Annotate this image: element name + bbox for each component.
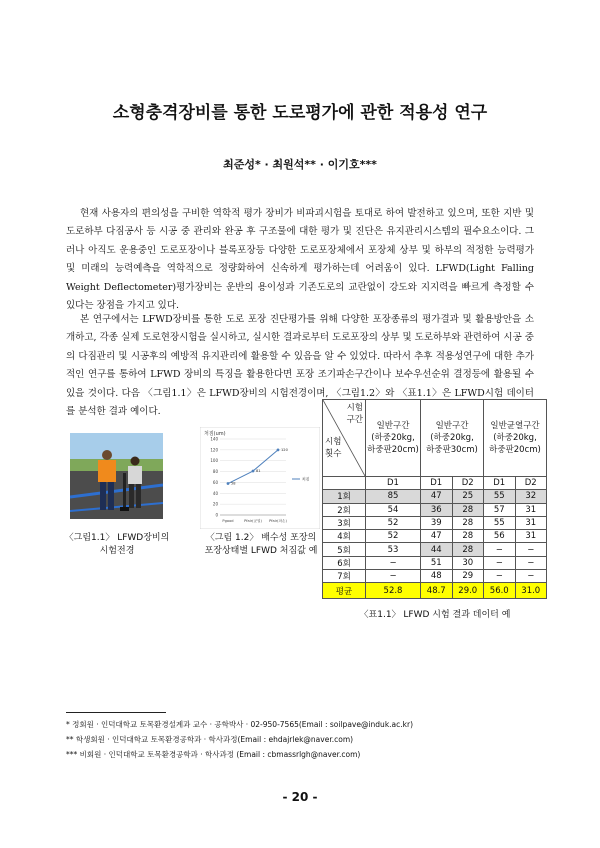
table-cell: 평균 — [323, 583, 366, 599]
body-paragraph: 본 연구에서는 LFWD장비를 통한 도로 포장 진단평가를 위해 다양한 포장종류의 평가결과 및 활용방안을 소개하고, 각종 실제 도로현장시험을 실시하고, 실시한 결과로부터 도로포장의 상부 및 도로하부와 관련하여 시공 중의 다짐관리 및 시공후의 예방적 유지관리에 활용할 수 있음을 알 수 있었다. 따라서 추후 적용성연구에 대한 추가적인 연구를 통하여 LFWD 장비의 특징을 활용한다면 포장 조기파손구간이나 보수우선순위 결정등에 활용될 수 있을 것이다. 다음 〈그림1.1〉은 LFWD장비의 시험전경이며, 〈그림1.2〉와 〈표1.1〉은 LFWD시험 데이터를 분석한 결과 예이다. — [66, 314, 534, 418]
table-cell: 52.8 — [366, 583, 421, 599]
table-row — [323, 570, 547, 583]
table-cell: 31 — [515, 503, 547, 516]
table-cell: 52 — [366, 530, 421, 543]
table-cell: 31.0 — [515, 583, 547, 599]
lfwd-result-table — [322, 399, 547, 599]
author-list: 최준성* · 최원석** · 이기호*** — [223, 158, 377, 171]
table-cell: 5회 — [323, 543, 366, 556]
table-cell: − — [484, 570, 516, 583]
chart-y-tick-label: 140 — [210, 436, 218, 442]
subheader-cell: D1 — [366, 477, 421, 490]
table-cell: 29 — [452, 570, 484, 583]
caption-line: 포장상태별 LFWD 처짐값 예 — [204, 546, 318, 556]
corner-top-label: 시험 구간 — [346, 403, 363, 425]
chart-x-tick-label: Pgood — [222, 519, 234, 523]
chart-x-tick-label: Pfair(균열) — [244, 519, 262, 523]
table-row — [323, 516, 547, 529]
table-cell: 3회 — [323, 516, 366, 529]
chart-data-label: 81 — [256, 469, 261, 474]
caption-line: 〈그림 1.2〉 배수성 포장의 — [205, 533, 317, 543]
footnote-divider — [66, 712, 166, 713]
table-cell: 85 — [366, 490, 421, 503]
chart-data-label: 58 — [231, 481, 236, 486]
table-cell: 31 — [515, 530, 547, 543]
chart-legend-label: 처짐 — [302, 476, 310, 482]
table-cell: 36 — [421, 503, 453, 516]
table-cell: 25 — [452, 490, 484, 503]
table-cell: 48 — [421, 570, 453, 583]
chart-y-tick-label: 20 — [212, 501, 218, 507]
table-cell: 7회 — [323, 570, 366, 583]
table-cell: − — [515, 570, 547, 583]
table-cell: 51 — [421, 556, 453, 569]
chart-y-tick-label: 80 — [212, 469, 218, 475]
chart-y-label: 처짐(um) — [204, 431, 226, 437]
table-cell: 28 — [452, 530, 484, 543]
table-cell: 48.7 — [421, 583, 453, 599]
table-cell: 47 — [421, 530, 453, 543]
footnote: ** 학생회원 · 인덕대학교 토목환경공학과 · 학사과정(Email : ehdajrlek@naver.com) — [66, 735, 354, 744]
table-caption: 〈표1.1〉 LFWD 시험 결과 데이터 예 — [359, 610, 511, 620]
table-cell: 28 — [452, 543, 484, 556]
table-cell: 57 — [484, 503, 516, 516]
paper-title: 소형충격장비를 통한 도로평가에 관한 적용성 연구 — [112, 103, 488, 123]
table-row — [323, 543, 547, 556]
chart-data-point — [277, 448, 280, 451]
chart-x-tick-label: Pfair(파손) — [269, 519, 287, 523]
table-cell: 55 — [484, 516, 516, 529]
chart-y-tick-label: 40 — [212, 490, 218, 496]
chart-y-tick-label: 100 — [210, 458, 218, 464]
chart-data-point — [252, 470, 255, 473]
table-cell: − — [515, 543, 547, 556]
table-cell: 28 — [452, 503, 484, 516]
table-corner-cell — [323, 400, 366, 477]
deflection-chart — [200, 427, 320, 529]
caption-line: 시험전경 — [99, 546, 135, 556]
table-cell: 28 — [452, 516, 484, 529]
empty-cell — [323, 477, 366, 490]
group-header: 일반구간 (하중20kg, 하중판30cm) — [421, 400, 484, 477]
footnote: *** 비회원 · 인덕대학교 토목환경공학과 · 학사과정 (Email : cbmassrlgh@naver.com) — [66, 750, 361, 759]
table-cell: 54 — [366, 503, 421, 516]
subheader-cell: D2 — [452, 477, 484, 490]
chart-data-point — [227, 482, 230, 485]
table-cell: 31 — [515, 516, 547, 529]
table-cell: 52 — [366, 516, 421, 529]
corner-bottom-label: 시험 횟수 — [325, 437, 342, 459]
chart-y-tick-label: 60 — [212, 479, 218, 485]
table-cell: 55 — [484, 490, 516, 503]
table-cell: − — [366, 570, 421, 583]
table-cell: 4회 — [323, 530, 366, 543]
page-number: - 20 - — [282, 790, 318, 804]
figure-caption — [58, 532, 176, 558]
table-cell: − — [366, 556, 421, 569]
table-cell: − — [484, 543, 516, 556]
average-row — [323, 583, 547, 599]
table-cell: 56.0 — [484, 583, 516, 599]
subheader-cell: D1 — [421, 477, 453, 490]
chart-y-tick-label: 0 — [215, 512, 218, 518]
table-cell: 6회 — [323, 556, 366, 569]
table-cell: 44 — [421, 543, 453, 556]
table-cell: 53 — [366, 543, 421, 556]
footnote: * 정회원 · 인덕대학교 토목환경설계과 교수 · 공학박사 · 02-950-7565(Email : soilpave@induk.ac.kr) — [66, 720, 413, 729]
chart-data-label: 120 — [281, 447, 288, 452]
table-cell: 1회 — [323, 490, 366, 503]
table-row — [323, 503, 547, 516]
group-header: 일반구간 (하중20kg, 하중판20cm) — [366, 400, 421, 477]
table-cell: 2회 — [323, 503, 366, 516]
table-cell: 56 — [484, 530, 516, 543]
table-cell: 39 — [421, 516, 453, 529]
caption-line: 〈그림1.1〉 LFWD장비의 — [64, 533, 170, 543]
group-header: 일반균열구간 (하중20kg, 하중판20cm) — [484, 400, 547, 477]
table-cell: 32 — [515, 490, 547, 503]
subheader-cell: D2 — [515, 477, 547, 490]
table-cell: − — [515, 556, 547, 569]
body-paragraph: 현재 사용자의 편의성을 구비한 역학적 평가 장비가 비파괴시험을 토대로 하여 발전하고 있으며, 또한 지반 및 도로하부 다짐공사 등 시공 중 관리와 완공 후 구조물에 대한 평가 및 진단은 유지관리시스템의 필수요소이다. 그러나 아직도 운용중인 도로포장이나 블록포장등 다양한 도로포장체에서 포장체 상부 및 하부의 적정한 능력평가 및 미래의 능력예측을 역학적으로 정량화하여 신속하게 평가하는데 어려움이 있다. LFWD(Light Falling Weight Deflectometer)평가장비는 운반의 용이성과 기존도로의 교란없이 강도와 지지력을 빠르게 측정할 수 있다는 장점을 가지고 있다. — [66, 208, 534, 312]
subheader-cell: D1 — [484, 477, 516, 490]
table-cell: 47 — [421, 490, 453, 503]
table-row — [323, 556, 547, 569]
table-cell: − — [484, 556, 516, 569]
chart-y-tick-label: 120 — [210, 447, 218, 453]
table-cell: 30 — [452, 556, 484, 569]
table-cell: 29.0 — [452, 583, 484, 599]
table-row — [323, 530, 547, 543]
table-row — [323, 490, 547, 503]
lfwd-field-test-photo — [70, 433, 163, 519]
figure-caption — [188, 532, 334, 558]
